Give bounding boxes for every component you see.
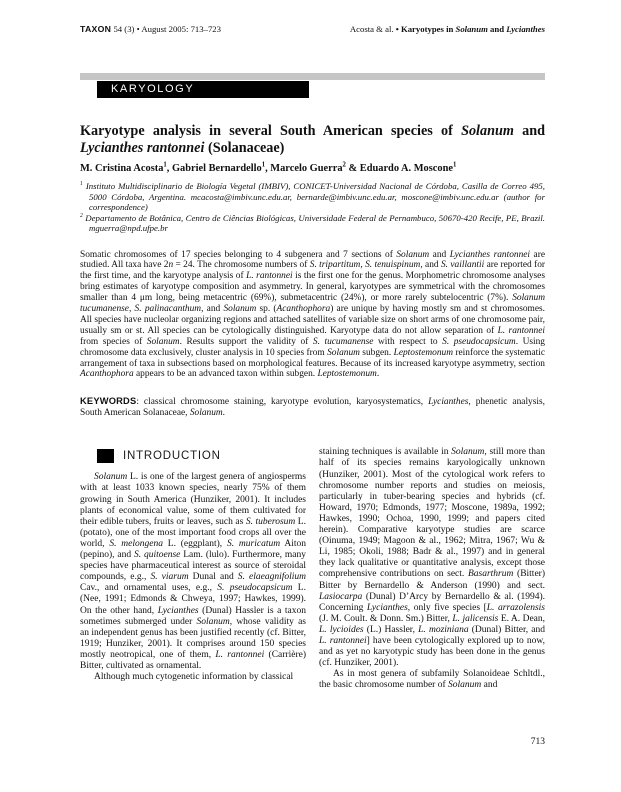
- abstract: Somatic chromosomes of 17 species belonging to 4 subgenera and 7 sections of Solanum and Lycianthes rantonnei are studied. All taxa have 2n = 24. The chromosome numbers of S. tripartitum, S. tenuispinum, and S. vaillantii are reported for the first time, and the karyotype analysis of L. rantonnei is the first one for the genus. Morphometric chromosome analyses bring estimates of karyotype composition and asymmetry. In general, karyotypes are symmetrical with the chromosomes smaller than 4 μm long, being metacentric (69%), submetacentric (24%), or more rarely subtelocentric (7%). Solanum tucumanense, S. palinacanthum, and Solanum sp. (Acanthophora) are unique by having mostly sm and st chromosomes. All species have nucleolar organizing regions and attached satellites of variable size on short arms of one chromosome pair, usually sm or st. All species can be cytologically distinguished. Karyotype data do not allow separation of L. rantonnei from species of Solanum. Results support the validity of S. tucumanense with respect to S. pseudocapsicum. Using chromosome data exclusively, cluster analysis in 10 species from Solanum subgen. Leptostemonum reinforce the systematic arrangement of taxa in subsections based on morphological features. Because of its increased karyotype asymmetry, section Acanthophora appears to be an advanced taxon within subgen. Leptostemonum.: [80, 249, 546, 380]
- section-banner: [80, 73, 545, 98]
- section-banner-label: KARYOLOGY: [97, 81, 309, 98]
- right-column: [319, 447, 545, 691]
- page-number: 713: [530, 737, 545, 747]
- affiliations: [80, 181, 545, 234]
- left-column: [80, 447, 306, 691]
- affiliation-2: $^2$ Departamento de Botânica, Centro de Ciências Biológicas, Universidade Federal de Pernambuco, 50670-420 Recife, PE, Brazil. mguerra@npd.ufpe.br: [80, 212, 545, 233]
- keywords: KEYWORDS: classical chromosome staining, karyotype evolution, karyosystematics, Lycianthes, phenetic analysis, South American Solanaceae, Solanum.: [80, 396, 545, 419]
- article-title: Karyotype analysis in several South American species of Solanum and Lycianthes rantonnei (Solanaceae): [80, 123, 546, 156]
- body-paragraph: As in most genera of subfamily Solanoideae Schltdl., the basic chromosome number of Solanum and: [319, 669, 545, 691]
- running-title: Acosta & al. • Karyotypes in Solanum and Lycianthes: [349, 24, 545, 34]
- body-paragraph: Although much cytogenetic information by classical: [94, 672, 294, 683]
- introduction-heading: [97, 449, 306, 463]
- journal-issue-info: TAXON 54 (3) • August 2005: 713–723: [80, 24, 221, 34]
- authors-line: M. Cristina Acosta$^1$, Gabriel Bernardello$^1$, Marcelo Guerra$^2$ & Eduardo A. Moscone$^1$: [80, 161, 457, 174]
- body-paragraph: Solanum L. is one of the largest genera of angiosperms with at least 1033 known species, nearly 75% of them growing in South America (Hunziker, 2001). It includes plants of economical value, some of them cultivated for their edible tubers, fruits or leaves, such as S. tuberosum L. (potato), one of the most important food crops all over the world, S. melongena L. (eggplant), S. muricatum Aiton (pepino), and S. quitoense Lam. (lulo). Furthermore, many species have pharmaceutical interest as source of steroidal compounds, e.g., S. viarum Dunal and S. elaeagnifolium Cav., and ornamental uses, e.g., S. pseudocapsicum L. (Nee, 1991; Edmonds & Chweya, 1997; Hawkes, 1999). On the other hand, Lycianthes (Dunal) Hassler is a taxon sometimes submerged under Solanum, whose validity as an independent genus has been justified recently (cf. Bitter, 1919; Hunziker, 2001). It comprises around 150 species mostly neotropical, one of them, L. rantonnei (Carrière) Bitter, cultivated as ornamental.: [80, 472, 307, 671]
- introduction-heading-label: INTRODUCTION: [123, 449, 221, 462]
- running-header: [80, 24, 545, 35]
- banner-gray-strip: [80, 73, 545, 80]
- body-columns: [80, 447, 545, 691]
- body-paragraph: staining techniques is available in Solanum, still more than half of its species remains karyologically unknown (Hunziker, 2001). Most of the cytological work refers to chromosome number reports and studies on meiosis, particularly in tuber-bearing species and hybrids (cf. Howard, 1970; Edmonds, 1977; Moscone, 1989a, 1992; Hawkes, 1990; Ochoa, 1990, 1999; and papers cited herein). Comparative karyotype studies are scarce (Oinuma, 1949; Magoon & al., 1962; Mitra, 1967; Wu & Li, 1985; Okoli, 1988; Badr & al., 1997) and in general they lack qualitative or quantitative analysis, except those comprehensive contributions on sect. Basarthrum (Bitter) Bitter by Bernardello & Anderson (1990) and sect. Lasiocarpa (Dunal) D’Arcy by Bernardello & al. (1994). Concerning Lycianthes, only five species [L. arrazolensis (J. M. Coult. & Donn. Sm.) Bitter, L. jalicensis E. A. Dean, L. lycioides (L.) Hassler, L. moziniana (Dunal) Bitter, and L. rantonnei] have been cytologically explored up to now, and as yet no karyotypic study has been done in the genus (cf. Hunziker, 2001).: [319, 447, 546, 669]
- affiliation-1: $^1$ Instituto Multidisciplinario de Biología Vegetal (IMBIV), CONICET-Universidad Nacional de Córdoba, Casilla de Correo 495, 5000 Córdoba, Argentina. mcacosta@imbiv.unc.edu.ar, bernarde@imbiv.unc.edu.ar, moscone@imbiv.unc.edu.ar (author for correspondence): [80, 181, 545, 212]
- page-content: [80, 0, 545, 691]
- section-marker-square-icon: [97, 449, 114, 463]
